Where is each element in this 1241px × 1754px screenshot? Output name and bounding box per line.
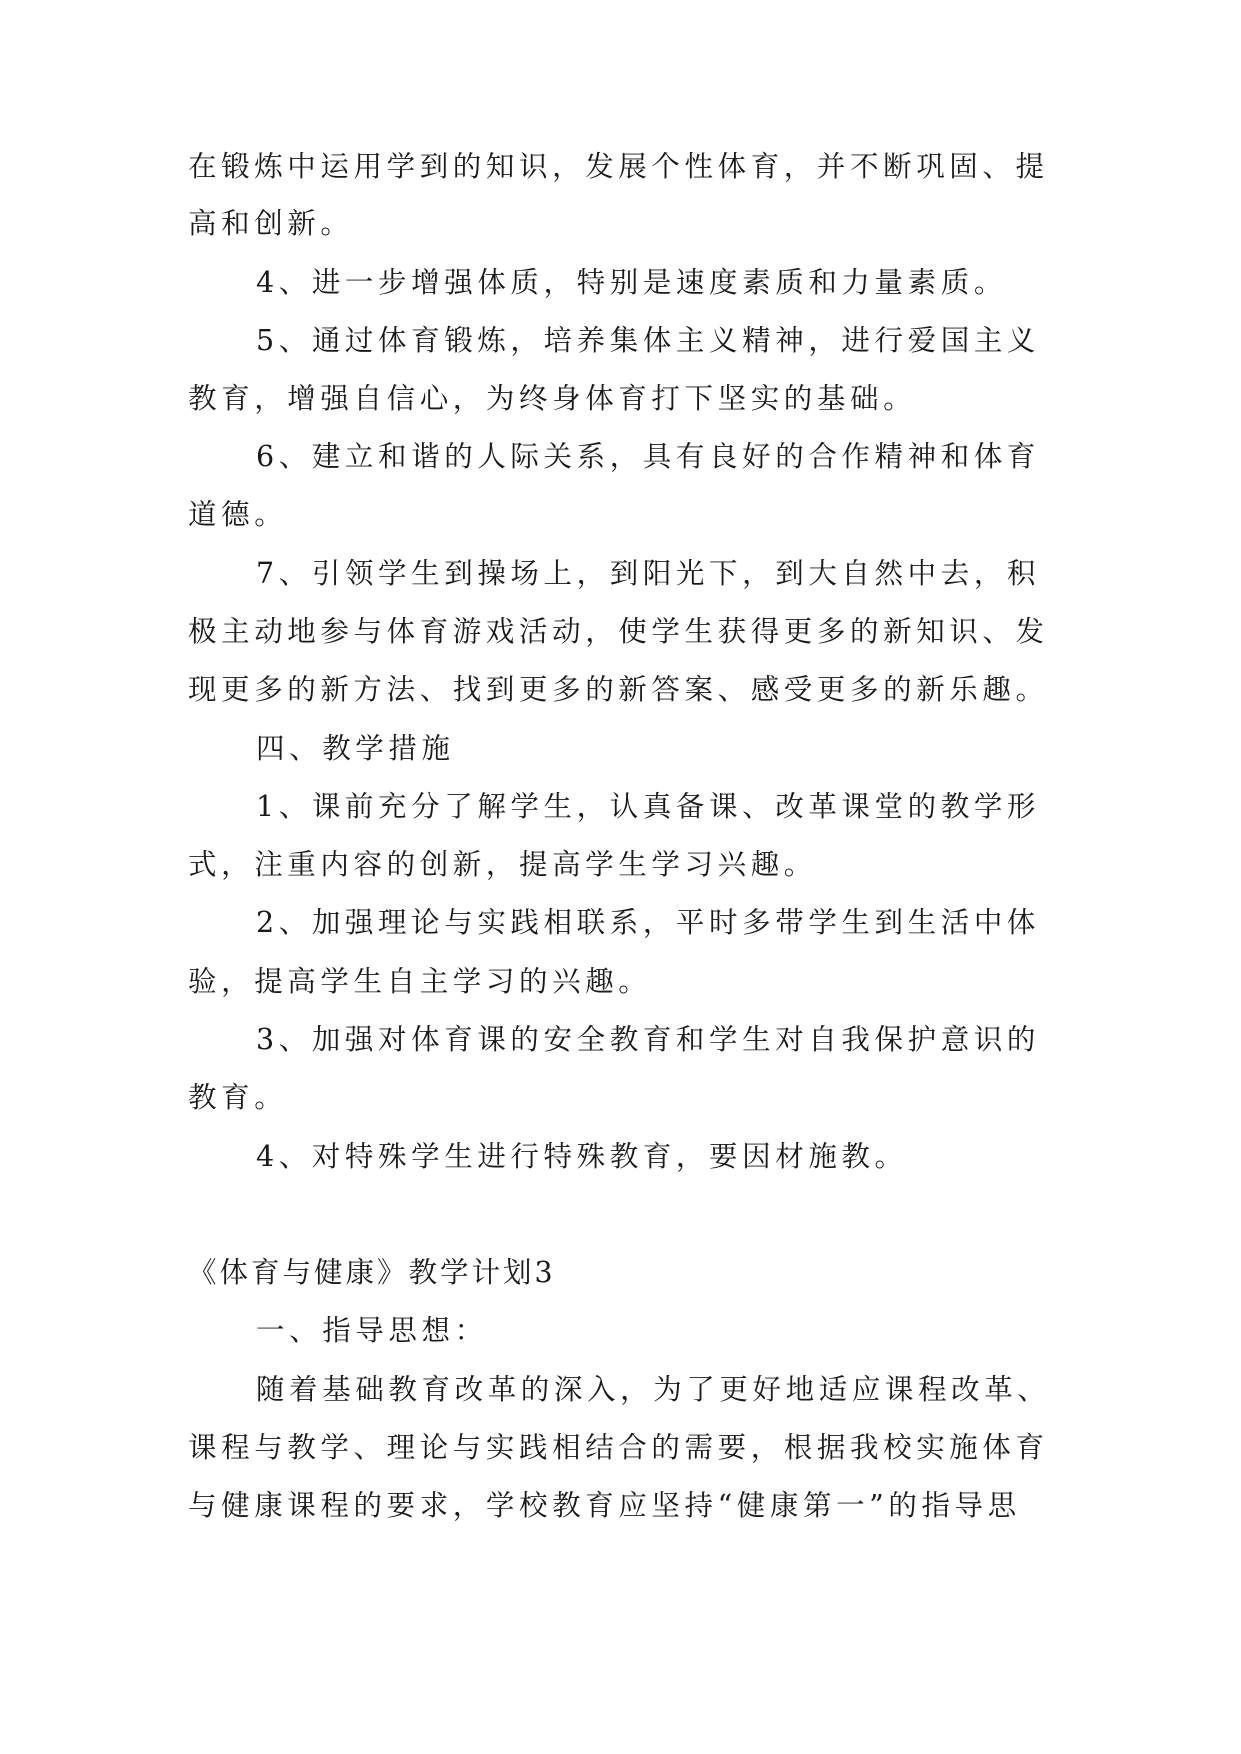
list-item-4: 4、进一步增强体质，特别是速度素质和力量素质。: [256, 266, 1007, 299]
list-item-7: 7、引领学生到操场上，到阳光下，到大自然中去，积: [256, 557, 1041, 590]
body-line: 与健康课程的要求，学校教育应坚持“健康第一”的指导思: [188, 1489, 1021, 1522]
list-item-4b: 4、对特殊学生进行特殊教育，要因材施教。: [256, 1140, 908, 1173]
list-item-1: 1、课前充分了解学生，认真备课、改革课堂的教学形: [256, 790, 1041, 823]
body-line: 极主动地参与体育游戏活动，使学生获得更多的新知识、发: [188, 615, 1049, 648]
body-line: 现更多的新方法、找到更多的新答案、感受更多的新乐趣。: [188, 673, 1049, 706]
body-line: 式，注重内容的创新，提高学生学习兴趣。: [188, 848, 817, 881]
list-item-5: 5、通过体育锻炼，培养集体主义精神，进行爱国主义: [256, 324, 1041, 357]
body-line: 道德。: [188, 498, 288, 531]
list-item-2: 2、加强理论与实践相联系，平时多带学生到生活中体: [256, 906, 1041, 939]
plan-title: 《体育与健康》教学计划3: [188, 1256, 556, 1289]
section-heading: 四、教学措施: [256, 732, 455, 765]
body-line: 高和创新。: [188, 207, 354, 240]
section-heading: 一、指导思想：: [256, 1314, 488, 1347]
list-item-3: 3、加强对体育课的安全教育和学生对自我保护意识的: [256, 1023, 1041, 1056]
body-line: 在锻炼中运用学到的知识，发展个性体育，并不断巩固、提: [188, 150, 1049, 183]
body-line: 课程与教学、理论与实践相结合的需要，根据我校实施体育: [188, 1431, 1049, 1464]
list-item-6: 6、建立和谐的人际关系，具有良好的合作精神和体育: [256, 440, 1041, 473]
body-line: 随着基础教育改革的深入，为了更好地适应课程改革、: [256, 1373, 1051, 1406]
body-line: 教育。: [188, 1081, 288, 1114]
body-line: 验，提高学生自主学习的兴趣。: [188, 965, 652, 998]
body-line: 教育，增强自信心，为终身体育打下坚实的基础。: [188, 382, 917, 415]
